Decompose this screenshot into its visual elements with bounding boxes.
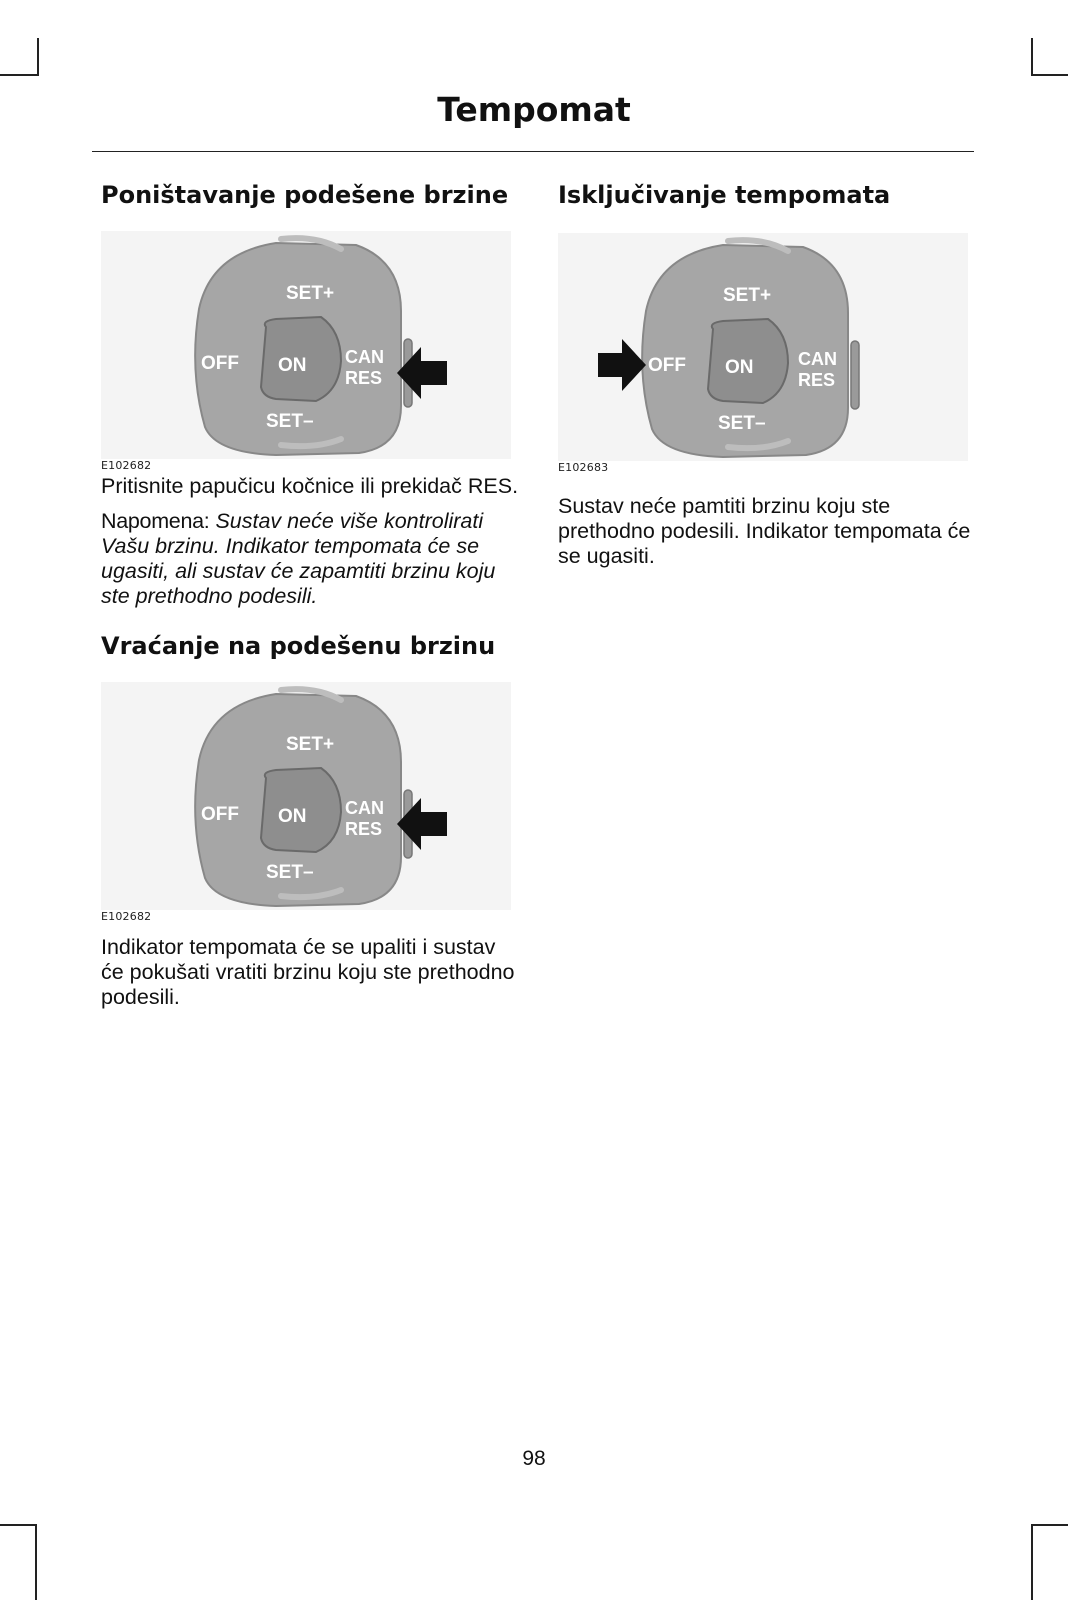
label-off: OFF <box>201 804 239 825</box>
crop-mark <box>1031 38 1033 76</box>
figure-code: E102682 <box>101 459 152 472</box>
label-res: RES <box>345 368 383 388</box>
crop-mark <box>35 1524 37 1600</box>
body-text-switch-off: Sustav neće pamtiti brzinu koju ste prethodno podesili. Indikator tempomata će se ugasiti. <box>558 494 971 568</box>
label-can: CAN <box>345 347 384 367</box>
label-res: RES <box>798 370 836 390</box>
figure-code: E102682 <box>101 910 152 923</box>
section-heading-switch-off: Isključivanje tempomata <box>558 181 891 209</box>
note-label: Napomena: <box>101 509 210 533</box>
crop-mark <box>0 1524 37 1526</box>
label-res: RES <box>345 819 383 839</box>
crop-mark <box>0 74 39 76</box>
res-key-label: RES <box>467 474 513 498</box>
body-text-resume: Indikator tempomata će se upaliti i sustav će pokušati vratiti brzinu koju ste prethodno podesili. <box>101 935 515 1009</box>
cruise-control-switch-illustration <box>101 231 511 459</box>
figure-code: E102683 <box>558 461 609 474</box>
cruise-control-switch-illustration <box>101 682 511 910</box>
body-prefix: Pritisnite papučicu kočnice ili prekidač <box>101 474 468 498</box>
title-divider <box>92 151 974 152</box>
label-on: ON <box>278 355 307 376</box>
label-set-minus: SET– <box>266 411 314 432</box>
label-set-plus: SET+ <box>286 734 335 755</box>
label-off: OFF <box>648 355 686 376</box>
page-title: Tempomat <box>437 90 631 129</box>
crop-mark <box>1031 1524 1068 1526</box>
left-column <box>101 180 521 1010</box>
page-number: 98 <box>522 1447 546 1470</box>
figure-switch-res-2 <box>101 682 511 923</box>
label-can: CAN <box>798 349 837 369</box>
label-set-plus: SET+ <box>286 283 335 304</box>
note-text: Sustav neće više kontrolirati Vašu brzinu. Indikator tempomata će se ugasiti, ali sustav će zapamtiti brzinu koju ste prethodno podesili. <box>101 509 496 608</box>
label-set-minus: SET– <box>718 413 766 434</box>
label-set-plus: SET+ <box>723 285 772 306</box>
section-heading-reset-speed: Poništavanje podešene brzine <box>101 181 509 209</box>
crop-mark <box>1031 1524 1033 1600</box>
crop-mark <box>37 38 39 76</box>
crop-mark <box>1031 74 1068 76</box>
section-heading-resume-speed: Vraćanje na podešenu brzinu <box>101 632 496 660</box>
label-can: CAN <box>345 798 384 818</box>
right-column <box>558 180 978 569</box>
label-set-minus: SET– <box>266 862 314 883</box>
note-paragraph <box>101 509 521 609</box>
figure-switch-off <box>558 233 968 474</box>
figure-switch-res <box>101 231 511 472</box>
body-suffix: . <box>512 474 519 498</box>
label-off: OFF <box>201 353 239 374</box>
body-text-reset <box>101 474 521 499</box>
label-on: ON <box>278 806 307 827</box>
label-on: ON <box>725 357 754 378</box>
cruise-control-switch-illustration <box>558 233 968 461</box>
